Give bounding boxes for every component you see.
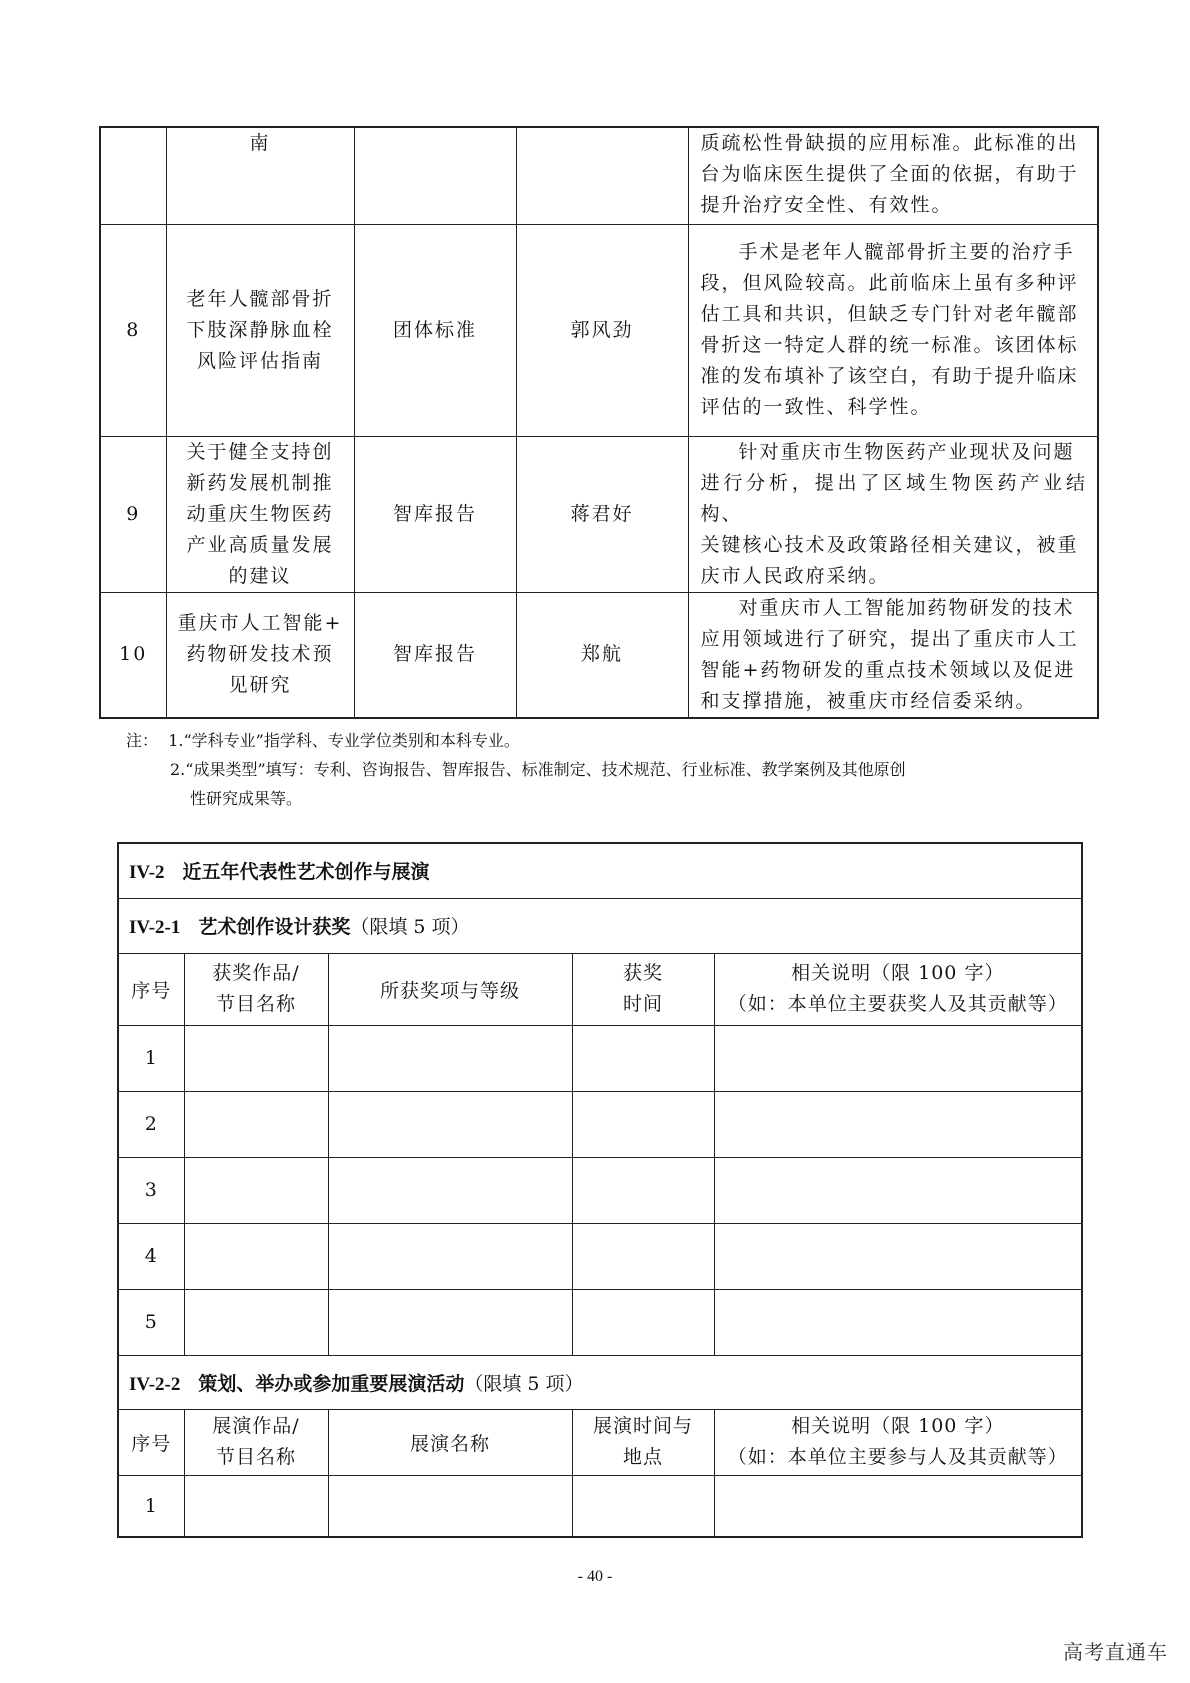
header-award: 所获奖项与等级: [328, 953, 572, 1025]
achievement-title: 关于健全支持创 新药发展机制推 动重庆生物医药 产业高质量发展 的建议: [166, 436, 354, 592]
description-cell[interactable]: [714, 1091, 1082, 1157]
table-row: [100, 592, 1098, 718]
award-cell[interactable]: [328, 1157, 572, 1223]
description-cell[interactable]: [714, 1157, 1082, 1223]
description-cell[interactable]: [714, 1475, 1082, 1537]
section-iv21-header: [118, 898, 1082, 953]
section-iv2-code: IV-2: [129, 862, 165, 884]
achievement-description: 手术是老年人髋部骨折主要的治疗手 段，但风险较高。此前临床上虽有多种评 估工具和共识，但缺乏专门针对老年髋部 骨折这一特定人群的统一标准。该团体标 准的发布填补了该空白，有助于提升临床 评估的一致性、科学性。: [688, 224, 1098, 436]
contributor: 郭风劲: [516, 224, 688, 436]
achievement-type: [354, 127, 516, 224]
achievement-description: 对重庆市人工智能加药物研发的技术 应用领域进行了研究，提出了重庆市人工 智能+药物研发的重点技术领域以及促进 和支撑措施，被重庆市经信委采纳。: [688, 592, 1098, 718]
time-cell[interactable]: [572, 1157, 714, 1223]
table-row: [118, 1157, 1082, 1223]
row-number: 4: [118, 1223, 184, 1289]
contributor: [516, 127, 688, 224]
row-number: 1: [118, 1025, 184, 1091]
note-1: 1.“学科专业”指学科、专业学位类别和本科专业。: [168, 731, 520, 750]
description-cell[interactable]: [714, 1223, 1082, 1289]
row-number: 2: [118, 1091, 184, 1157]
notes-label: 注：: [126, 731, 159, 750]
header-time-place: 展演时间与 地点: [572, 1409, 714, 1475]
section-iv22-header: [118, 1355, 1082, 1409]
section-iv21-code: IV-2-1: [129, 917, 181, 938]
achievement-description: 质疏松性骨缺损的应用标准。此标准的出 台为临床医生提供了全面的依据，有助于 提升治疗安全性、有效性。: [688, 127, 1098, 224]
table-row: [118, 1475, 1082, 1537]
achievement-title: 南: [166, 127, 354, 224]
art-creation-table: [117, 842, 1083, 1538]
row-number: 3: [118, 1157, 184, 1223]
row-number: 9: [100, 436, 166, 592]
award-cell[interactable]: [328, 1091, 572, 1157]
award-cell[interactable]: [328, 1025, 572, 1091]
achievement-type: 智库报告: [354, 436, 516, 592]
work-cell[interactable]: [184, 1475, 328, 1537]
table-row: [118, 1289, 1082, 1355]
header-description: 相关说明（限 100 字） （如：本单位主要获奖人及其贡献等）: [714, 953, 1082, 1025]
header-description: 相关说明（限 100 字） （如：本单位主要参与人及其贡献等）: [714, 1409, 1082, 1475]
award-cell[interactable]: [328, 1223, 572, 1289]
section-iv2-header: [118, 843, 1082, 898]
header-work: 展演作品/ 节目名称: [184, 1409, 328, 1475]
row-number: 5: [118, 1289, 184, 1355]
watermark: 高考直通车: [1063, 1640, 1168, 1664]
time-cell[interactable]: [572, 1091, 714, 1157]
achievements-table: [99, 126, 1099, 719]
section-iv22-code: IV-2-2: [129, 1373, 181, 1395]
time-place-cell[interactable]: [572, 1475, 714, 1537]
event-name-cell[interactable]: [328, 1475, 572, 1537]
table-row: [100, 436, 1098, 592]
time-cell[interactable]: [572, 1223, 714, 1289]
award-cell[interactable]: [328, 1289, 572, 1355]
header-work: 获奖作品/ 节目名称: [184, 953, 328, 1025]
achievement-description: 针对重庆市生物医药产业现状及问题 进行分析，提出了区域生物医药产业结构、 关键核心技术及政策路径相关建议，被重 庆市人民政府采纳。: [688, 436, 1098, 592]
header-time: 获奖 时间: [572, 953, 714, 1025]
achievement-title: 老年人髋部骨折 下肢深静脉血栓 风险评估指南: [166, 224, 354, 436]
section-iv22-title: 策划、举办或参加重要展演活动: [198, 1372, 465, 1395]
contributor: 蒋君好: [516, 436, 688, 592]
work-cell[interactable]: [184, 1223, 328, 1289]
description-cell[interactable]: [714, 1025, 1082, 1091]
table-row: [100, 224, 1098, 436]
time-cell[interactable]: [572, 1025, 714, 1091]
row-number: [100, 127, 166, 224]
work-cell[interactable]: [184, 1289, 328, 1355]
contributor: 郑航: [516, 592, 688, 718]
section-iv22-limit: （限填 5 项）: [464, 1372, 584, 1395]
row-number: 1: [118, 1475, 184, 1537]
page-number: - 40 -: [577, 1568, 613, 1585]
table-notes: [126, 726, 1026, 813]
table-row: [118, 1091, 1082, 1157]
work-cell[interactable]: [184, 1025, 328, 1091]
description-cell[interactable]: [714, 1289, 1082, 1355]
header-seq: 序号: [118, 953, 184, 1025]
achievement-type: 团体标准: [354, 224, 516, 436]
section-iv21-limit: （限填 5 项）: [350, 916, 470, 938]
work-cell[interactable]: [184, 1157, 328, 1223]
table-row: [118, 1223, 1082, 1289]
row-number: 8: [100, 224, 166, 436]
work-cell[interactable]: [184, 1091, 328, 1157]
row-number: 10: [100, 592, 166, 718]
table-row: [118, 1025, 1082, 1091]
header-event-name: 展演名称: [328, 1409, 572, 1475]
note-2: 2.“成果类型”填写：专利、咨询报告、智库报告、标准制定、技术规范、行业标准、教学案例及其他原创: [170, 760, 906, 779]
section-iv2-title: 近五年代表性艺术创作与展演: [182, 861, 430, 884]
achievement-type: 智库报告: [354, 592, 516, 718]
table-row: [100, 127, 1098, 224]
header-seq: 序号: [118, 1409, 184, 1475]
section-iv21-title: 艺术创作设计获奖: [198, 916, 351, 938]
achievement-title: 重庆市人工智能+ 药物研发技术预 见研究: [166, 592, 354, 718]
note-2-continued: 性研究成果等。: [190, 789, 303, 808]
time-cell[interactable]: [572, 1289, 714, 1355]
